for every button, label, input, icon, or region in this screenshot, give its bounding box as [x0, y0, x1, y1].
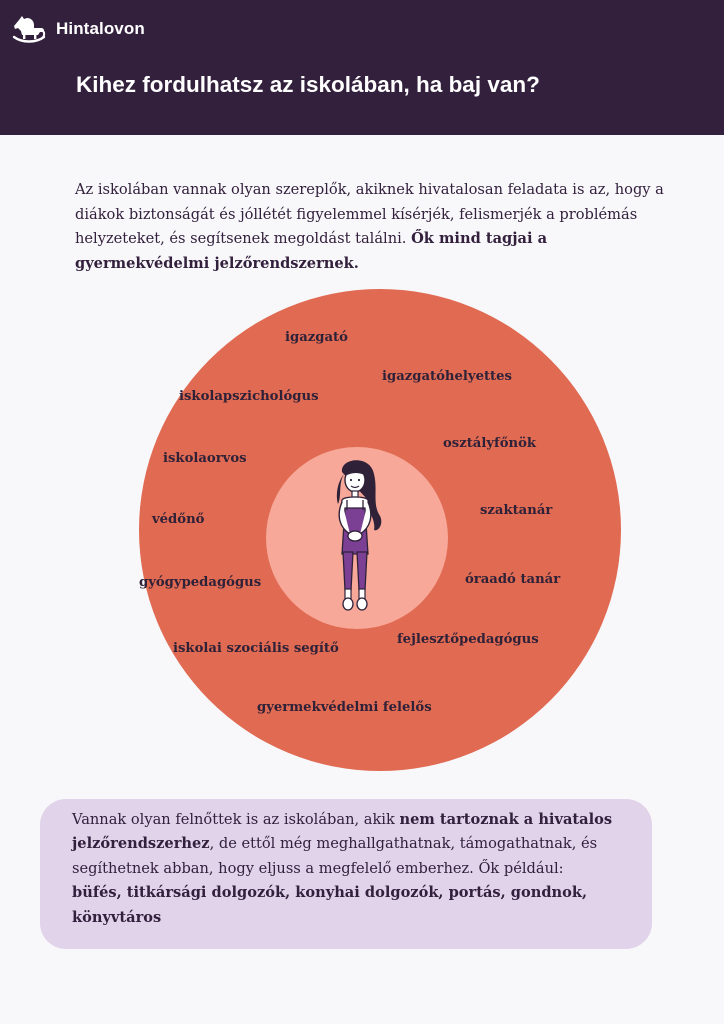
role-label: gyógypedagógus [139, 575, 262, 590]
intro-text: Az iskolában vannak olyan szereplők, akiknek hivatalosan feladata is az, hogy a diákok biztonságát és jóllétét figyelemmel kísérjék, felismerjék a problémás helyzeteket, és segítsenek megoldást találni. [75, 181, 664, 247]
role-label: igazgató [285, 330, 348, 345]
student-girl-illustration [320, 458, 392, 614]
role-label: gyermekvédelmi felelős [257, 700, 432, 715]
role-label: fejlesztőpedagógus [397, 632, 539, 647]
page-title: Kihez fordulhatsz az iskolában, ha baj van? [76, 72, 540, 97]
rocking-horse-icon [12, 14, 46, 44]
note-text-after: , de ettől még meghallgathatnak, támogathatnak, és segíthetnek abban, hogy eljuss a megfelelő emberhez. Ők például: [72, 835, 598, 877]
role-label: szaktanár [480, 503, 553, 518]
brand[interactable] [12, 14, 145, 44]
role-label: osztályfőnök [443, 436, 537, 451]
role-label: iskolapszichológus [179, 389, 319, 404]
role-label: iskolai szociális segítő [173, 641, 339, 656]
role-label: igazgatóhelyettes [382, 369, 512, 384]
header-bar [0, 0, 724, 135]
note-paragraph [72, 808, 642, 930]
note-emphasis: nem tartoznak a hivatalos jelzőrendszerhez [72, 811, 613, 853]
intro-paragraph [75, 178, 675, 276]
brand-name: Hintalovon [56, 19, 145, 38]
note-text-before: Vannak olyan felnőttek is az iskolában, akik [72, 811, 400, 828]
role-label: óraadó tanár [465, 572, 561, 587]
note-examples: büfés, titkársági dolgozók, konyhai dolgozók, portás, gondnok, könyvtáros [72, 884, 588, 926]
role-label: védőnő [152, 512, 205, 527]
intro-emphasis: Ők mind tagjai a gyermekvédelmi jelzőrendszernek. [75, 230, 548, 272]
role-label: iskolaorvos [163, 451, 247, 466]
